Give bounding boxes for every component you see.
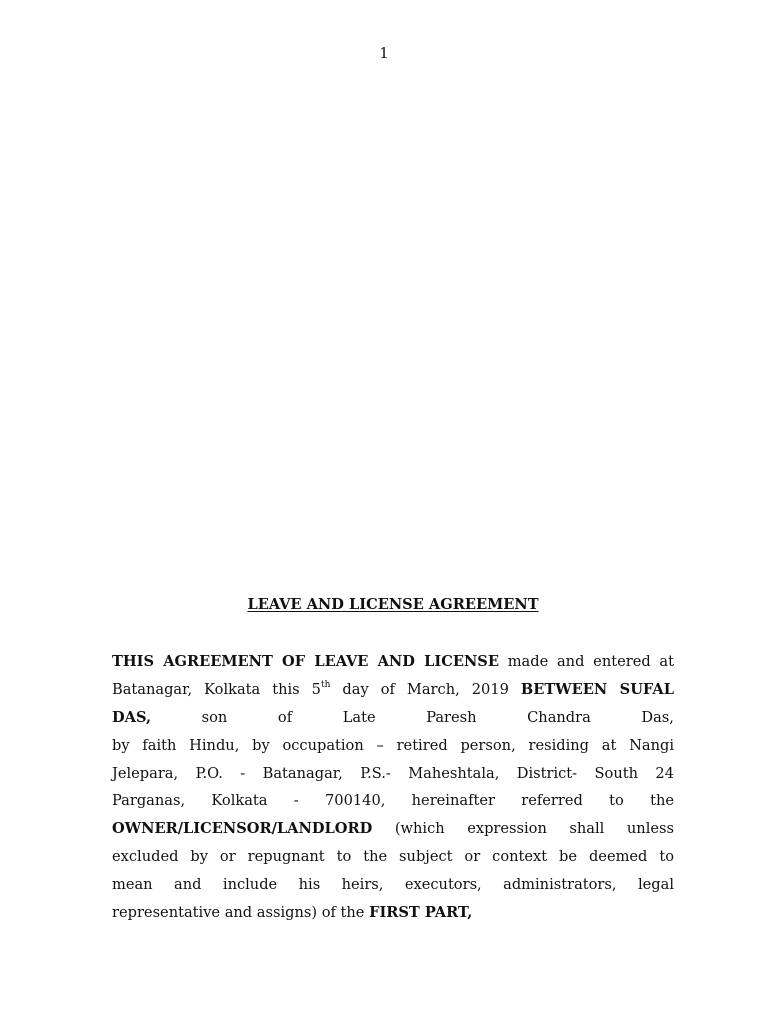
- line-3-word: Chandra: [527, 708, 591, 726]
- paragraph-line-9: mean and include his heirs, executors, administrators, legal: [112, 876, 674, 894]
- line-3-word: son: [201, 708, 228, 726]
- paragraph-line-7: [112, 815, 674, 843]
- document-title: LEAVE AND LICENSE AGREEMENT: [247, 596, 539, 613]
- line-2-text-a: Batanagar, Kolkata this 5: [112, 680, 321, 698]
- paragraph-line-8: excluded by or repugnant to the subject or context be deemed to: [112, 848, 674, 866]
- between-party-name: BETWEEN SUFAL: [520, 680, 675, 698]
- paragraph-line-6: Parganas, Kolkata - 700140, hereinafter referred to the: [112, 792, 674, 810]
- paragraph-line-5: Jelepara, P.O. - Batanagar, P.S.- Maheshtala, District- South 24: [112, 764, 674, 782]
- paragraph-line-4: by faith Hindu, by occupation – retired person, residing at Nangi: [112, 736, 674, 754]
- line-3-word: Late: [342, 708, 376, 726]
- agreement-heading-phrase: THIS AGREEMENT OF LEAVE AND LICENSE: [112, 653, 499, 670]
- page-number: 1: [379, 44, 389, 62]
- first-part-label: FIRST PART,: [369, 904, 473, 922]
- line-3-word: Paresh: [426, 708, 477, 726]
- line-2-text-b: day of March, 2019: [330, 680, 521, 698]
- owner-role-label: OWNER/LICENSOR/LANDLORD: [112, 820, 373, 838]
- line-3-word: DAS,: [112, 708, 152, 726]
- line-7-text: (which expression shall unless: [372, 820, 674, 838]
- paragraph-line-1: [112, 648, 674, 676]
- line-1-text: made and entered at: [498, 653, 674, 670]
- ordinal-suffix: th: [320, 680, 331, 691]
- line-10-text: representative and assigns) of the: [112, 904, 370, 922]
- paragraph-line-3: [112, 704, 674, 732]
- line-3-word: of: [277, 708, 293, 726]
- paragraph-line-2: [112, 676, 674, 704]
- agreement-paragraph: [112, 648, 674, 927]
- paragraph-line-10: [112, 899, 674, 927]
- line-3-word: Das,: [641, 708, 674, 726]
